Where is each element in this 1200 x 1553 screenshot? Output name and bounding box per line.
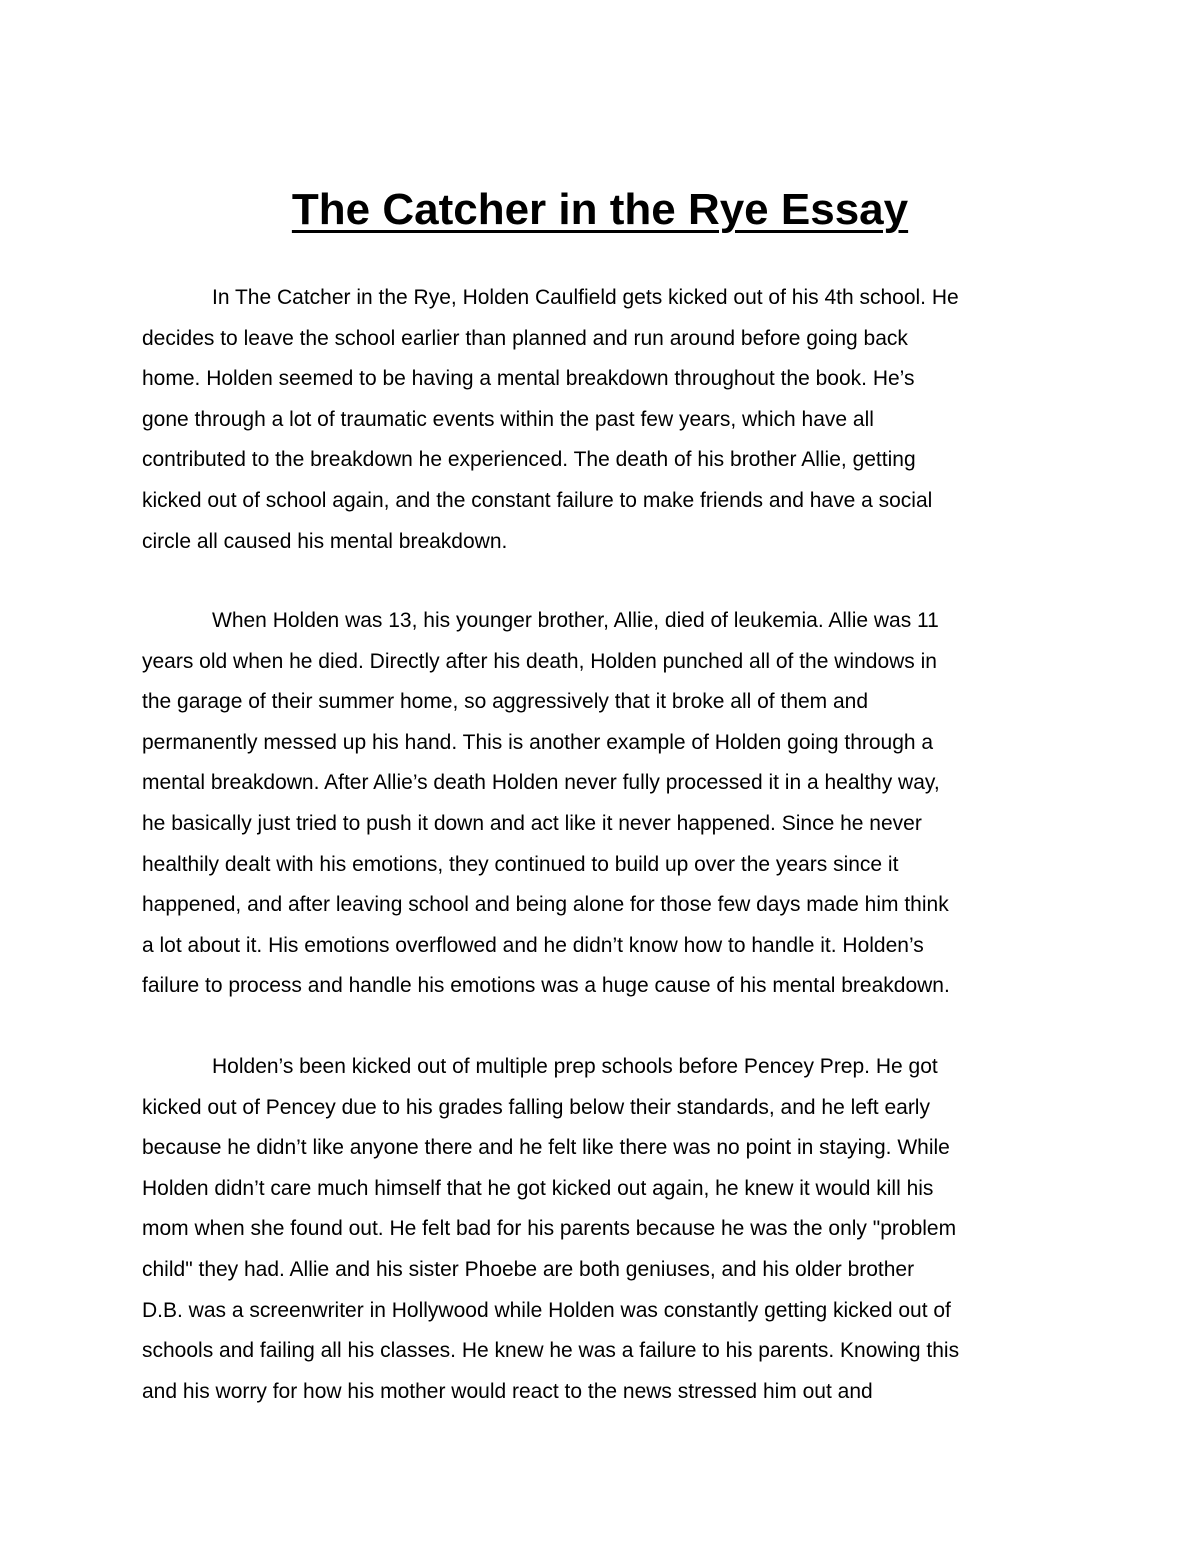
- paragraph-1: [142, 278, 1060, 562]
- text-line: healthily dealt with his emotions, they continued to build up over the years since it: [142, 852, 899, 876]
- paragraph-3: [142, 1047, 1060, 1412]
- text-line: because he didn’t like anyone there and he felt like there was no point in staying. While: [142, 1136, 950, 1160]
- text-line: gone through a lot of traumatic events within the past few years, which have all: [142, 407, 874, 431]
- text-line: home. Holden seemed to be having a mental breakdown throughout the book. He’s: [142, 367, 915, 391]
- text-line: permanently messed up his hand. This is another example of Holden going through a: [142, 730, 934, 754]
- text-line: decides to leave the school earlier than planned and run around before going back: [142, 326, 908, 350]
- text-line: kicked out of Pencey due to his grades falling below their standards, and he left early: [142, 1095, 930, 1119]
- text-line: Holden didn’t care much himself that he got kicked out again, he knew it would kill his: [142, 1176, 934, 1200]
- text-line: Holden’s been kicked out of multiple prep schools before Pencey Prep. He got: [212, 1055, 938, 1078]
- text-line: In The Catcher in the Rye, Holden Caulfield gets kicked out of his 4th school. He: [212, 286, 959, 309]
- text-line: kicked out of school again, and the constant failure to make friends and have a social: [142, 488, 933, 512]
- paragraph-2: [142, 601, 1060, 1007]
- text-line: a lot about it. His emotions overflowed and he didn’t know how to handle it. Holden’s: [142, 933, 924, 957]
- text-line: he basically just tried to push it down and act like it never happened. Since he never: [142, 811, 922, 835]
- text-line: circle all caused his mental breakdown.: [142, 529, 508, 553]
- text-line: schools and failing all his classes. He knew he was a failure to his parents. Knowing this: [142, 1339, 960, 1363]
- essay-title: The Catcher in the Rye Essay: [291, 185, 909, 234]
- text-line: and his worry for how his mother would react to the news stressed him out and: [142, 1379, 873, 1403]
- text-line: failure to process and handle his emotions was a huge cause of his mental breakdown.: [142, 974, 950, 998]
- text-line: child" they had. Allie and his sister Phoebe are both geniuses, and his older brother: [142, 1257, 915, 1281]
- text-line: When Holden was 13, his younger brother, Allie, died of leukemia. Allie was 11: [212, 609, 939, 632]
- text-line: years old when he died. Directly after his death, Holden punched all of the windows in: [142, 649, 937, 673]
- text-line: the garage of their summer home, so aggressively that it broke all of them and: [142, 690, 869, 714]
- text-line: mental breakdown. After Allie’s death Holden never fully processed it in a healthy way,: [142, 771, 940, 795]
- text-line: mom when she found out. He felt bad for his parents because he was the only "problem: [142, 1217, 957, 1241]
- text-line: happened, and after leaving school and being alone for those few days made him think: [142, 893, 949, 917]
- text-line: D.B. was a screenwriter in Hollywood while Holden was constantly getting kicked out of: [142, 1298, 951, 1322]
- text-line: contributed to the breakdown he experienced. The death of his brother Allie, getting: [142, 448, 916, 472]
